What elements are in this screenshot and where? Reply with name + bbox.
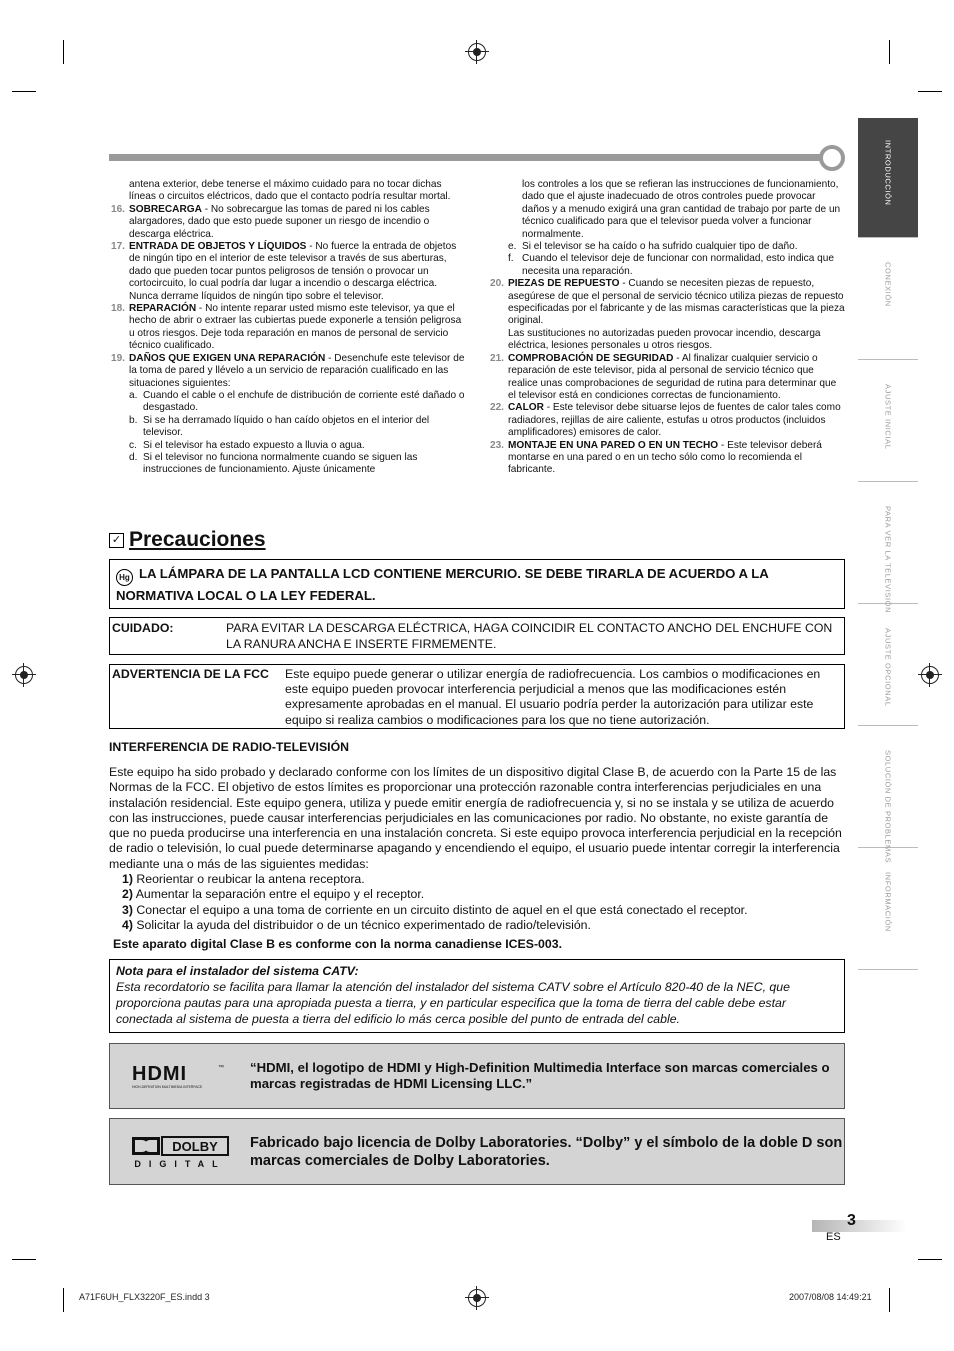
mercury-warning-text: LA LÁMPARA DE LA PANTALLA LCD CONTIENE MERCURIO. SE DEBE TIRARLA DE ACUERDO A LA NORMATIVA LOCAL O LA LEY FEDERAL. <box>116 566 769 603</box>
fcc-text: Este equipo puede generar o utilizar energía de radiofrecuencia. Los cambios o modificaciones en este equipo pueden provocar interferencia perjudicial a menos que las modificaciones estén expresamente aprobadas en el manual. El usuario podría perder la autorización para utilizar este equipo si realiza cambios o modificaciones para los que no tiene autorización. <box>285 667 821 727</box>
list-item <box>488 278 845 328</box>
item-text: - Desenchufe este televisor de la toma de pared y llévelo a un servicio de reparación cualificado en las situaciones siguientes: <box>129 352 465 389</box>
item-text: - Este televisor deberá montarse en una pared o en un techo sólo como lo recomienda el fabricante. <box>508 439 822 476</box>
item-text: - No intente reparar usted mismo este televisor, ya que el hecho de abrir o extraer las cubiertas puede exponerle a tensión peligrosa u otros riesgos. Deje toda reparación en manos de personal de servicio técnico cualificado. <box>129 303 462 352</box>
fcc-label: ADVERTENCIA DE LA FCC <box>112 667 269 681</box>
paragraph: Nunca derrame líquidos de ningún tipo sobre el televisor. <box>129 290 384 302</box>
paragraph: Las sustituciones no autorizadas pueden provocar incendio, descarga eléctrica, lesiones personales u otros riesgos. <box>508 327 821 352</box>
dolby-trademark-box <box>109 1118 845 1185</box>
list-item <box>109 353 466 390</box>
caution-label: CUIDADO: <box>112 621 174 635</box>
item-title: DAÑOS QUE EXIGEN UNA REPARACIÓN <box>129 352 326 364</box>
header-rule-circle <box>819 145 845 171</box>
crop-mark <box>63 1288 64 1312</box>
tab-ajuste-inicial[interactable]: AJUSTE INICIAL <box>858 362 918 482</box>
registration-mark-icon <box>921 666 939 684</box>
canada-compliance-note: Este aparato digital Clase B es conforme con la norma canadiense ICES-003. <box>113 937 562 951</box>
caution-box <box>109 617 845 655</box>
tab-para-ver-la-television[interactable]: PARA VER LA TELEVISIÓN <box>858 484 918 604</box>
crop-mark <box>918 91 942 92</box>
registration-mark-icon <box>468 43 486 61</box>
crop-mark <box>12 91 36 92</box>
svg-text:™: ™ <box>218 1065 224 1071</box>
item-number: 16. <box>110 203 125 215</box>
item-number: 22. <box>489 402 504 414</box>
item-number: 21. <box>489 352 504 364</box>
hdmi-trademark-text: “HDMI, el logotipo de HDMI y High-Definition Multimedia Interface son marcas comerciales o marcas registradas de HDMI Licensing LLC.” <box>250 1060 830 1091</box>
registration-mark-icon <box>15 666 33 684</box>
caution-text: PARA EVITAR LA DESCARGA ELÉCTRICA, HAGA COINCIDIR EL CONTACTO ANCHO DEL ENCHUFE CON LA RANURA ANCHA E INSERTE FIRMEMENTE. <box>226 621 833 651</box>
paragraph: los controles a los que se refieran las instrucciones de funcionamiento, dado que el ajuste inadecuado de otros controles puede provocar daños y a menudo exigirá una gran cantidad de trabajo por parte de un técnico cualificado para que el televisor pueda volver a funcionar normalmente. <box>522 179 841 240</box>
item-number: 20. <box>489 278 504 290</box>
safety-instructions <box>109 179 845 477</box>
catv-note-title: Nota para el instalador del sistema CATV: <box>116 964 359 978</box>
tab-ajuste-opcional[interactable]: AJUSTE OPCIONAL <box>858 606 918 726</box>
list-item <box>109 204 466 241</box>
language-code: ES <box>826 1231 841 1243</box>
crop-mark <box>889 40 890 64</box>
section-tabs <box>858 118 918 972</box>
section-title: Precauciones <box>129 528 266 551</box>
crop-mark <box>12 1259 36 1260</box>
item-text: - No sobrecargue las tomas de pared ni los cables alargadores, dado que esto puede suponer un riesgo de incendio o descarga eléctrica. <box>129 203 430 240</box>
dolby-logo-icon <box>130 1135 230 1169</box>
sub-item: a. Cuando el cable o el enchufe de distribución de corriente esté dañado o desgastado. <box>129 389 465 414</box>
svg-text:HIGH-DEFINITION MULTIMEDIA INT: HIGH-DEFINITION MULTIMEDIA INTERFACE <box>132 1085 203 1089</box>
tab-solucion-de-problemas[interactable]: SOLUCIÓN DE PROBLEMAS <box>858 728 918 848</box>
list-item <box>488 353 845 403</box>
paragraph: antena exterior, debe tenerse el máximo cuidado para no tocar dichas líneas o circuitos eléctricos, dado que el contacto podría resultar mortal. <box>129 179 451 203</box>
item-title: MONTAJE EN UNA PARED O EN UN TECHO <box>508 439 719 451</box>
item-number: 17. <box>110 241 125 253</box>
list-item: 2) Aumentar la separación entre el equipo y el receptor. <box>122 887 425 902</box>
item-title: ENTRADA DE OBJETOS Y LÍQUIDOS <box>129 241 307 253</box>
mercury-warning-box <box>109 559 845 609</box>
list-item: 3) Conectar el equipo a una toma de corriente en un circuito distinto de aquel en el que está conectado el receptor. <box>122 902 748 917</box>
item-title: SOBRECARGA <box>129 203 202 215</box>
list-item <box>109 241 466 291</box>
list-item <box>109 303 466 353</box>
catv-note-box <box>109 959 845 1033</box>
tab-conexion[interactable]: CONEXIÓN <box>858 240 918 360</box>
mercury-icon: Hg <box>116 569 133 586</box>
footer-timestamp: 2007/08/08 14:49:21 <box>789 1292 872 1302</box>
item-number: 19. <box>110 352 125 364</box>
list-item: 1) Reorientar o reubicar la antena receptora. <box>122 872 365 887</box>
fcc-warning-box <box>109 664 845 729</box>
item-title: REPARACIÓN <box>129 303 197 315</box>
svg-text:HDMI: HDMI <box>132 1063 188 1085</box>
item-number: 18. <box>110 303 125 315</box>
item-title: PIEZAS DE REPUESTO <box>508 278 620 290</box>
sub-item: c. Si el televisor ha estado expuesto a lluvia o agua. <box>129 439 365 451</box>
interference-section <box>109 765 845 933</box>
right-column <box>488 179 845 477</box>
item-number: 23. <box>489 439 504 451</box>
hdmi-logo <box>110 1061 250 1091</box>
svg-text:DIGITAL: DIGITAL <box>134 1158 226 1169</box>
item-text: - Al finalizar cualquier servicio o reparación de este televisor, pida al personal de servicio técnico que realice unas comprobaciones de seguridad de rutina para determinar que el televisor está en condiciones correctas de funcionamiento. <box>508 352 837 401</box>
checkbox-icon: ✓ <box>109 533 124 548</box>
catv-note-text: Esta recordatorio se facilita para llamar la atención del instalador del sistema CATV sobre el Artículo 820-40 de la NEC, que proporciona pautas para una apropiada puesta a tierra, y en particular especifica que la toma de tierra del cable debe estar conectada al sistema de puesta a tierra del edificio lo más cerca posible del punto de entrada del cable. <box>116 980 790 1026</box>
header-rule <box>109 154 829 161</box>
svg-text:DOLBY: DOLBY <box>172 1138 218 1154</box>
crop-mark <box>63 40 64 64</box>
item-title: CALOR <box>508 402 544 414</box>
sub-item: e. Si el televisor se ha caído o ha sufrido cualquier tipo de daño. <box>508 241 798 253</box>
interference-title: INTERFERENCIA DE RADIO-TELEVISIÓN <box>109 740 350 754</box>
sub-item: b. Si se ha derramado líquido o han caído objetos en el interior del televisor. <box>129 414 430 439</box>
page-number: 3 <box>847 1212 856 1229</box>
left-column <box>109 179 466 477</box>
footer-filename: A71F6UH_FLX3220F_ES.indd 3 <box>79 1292 210 1302</box>
dolby-logo <box>110 1135 250 1169</box>
crop-mark <box>918 1259 942 1260</box>
item-title: COMPROBACIÓN DE SEGURIDAD <box>508 352 674 364</box>
tab-introduccion[interactable]: INTRODUCCIÓN <box>858 118 918 238</box>
list-item <box>488 402 845 439</box>
list-item: 4) Solicitar la ayuda del distribuidor o de un técnico experimentado de radio/televisión. <box>122 917 591 932</box>
interference-body: Este equipo ha sido probado y declarado conforme con los límites de un dispositivo digital Clase B, de acuerdo con la Parte 15 de las Normas de la FCC. El objetivo de estos límites es proporcionar una protección razonable contra interferencias perjudiciales en una instalación residencial. Este equipo genera, utiliza y puede emitir energía de radiofrecuencia y, si no se instala y se utiliza de acuerdo con las instrucciones, puede causar interferencias perjudiciales en las comunicaciones por radio. No obstante, no existe garantía de que no pueda producirse una interferencia en una instalación concreta. Si este equipo provoca interferencia perjudicial en la recepción de radio o televisión, lo cual puede determinarse apagando y encendiendo el equipo, el usuario puede intentar corregir la interferencia mediante una o más de las siguientes medidas: <box>109 765 842 871</box>
item-text: - Cuando se necesiten piezas de repuesto, asegúrese de que el personal de servicio técnico utiliza piezas de repuesto especificadas por el fabricante y de las mismas características que la pieza original. <box>508 278 845 327</box>
list-item <box>488 440 845 477</box>
tab-informacion[interactable]: INFORMACIÓN <box>858 850 918 970</box>
registration-mark-icon <box>468 1289 486 1307</box>
hdmi-logo-icon <box>130 1061 230 1091</box>
item-text: - Este televisor debe situarse lejos de fuentes de calor tales como radiadores, rejillas de aire caliente, estufas u otros productos (incluidos amplificadores) emisores de calor. <box>508 402 841 439</box>
sub-item: d. Si el televisor no funciona normalmente cuando se siguen las instrucciones de funcionamiento. Ajuste únicamente <box>129 451 418 476</box>
hdmi-trademark-box <box>109 1043 845 1109</box>
crop-mark <box>889 1288 890 1312</box>
item-text: - No fuerce la entrada de objetos de ningún tipo en el interior de este televisor a través de sus aberturas, dado que pueden tocar puntos peligrosos de tensión o provocar un cortocircuito, lo cual podría dar lugar a incendio o descarga eléctrica. <box>129 241 457 290</box>
sub-item: f. Cuando el televisor deje de funcionar con normalidad, esto indica que necesita una reparación. <box>508 253 834 277</box>
section-heading <box>109 528 266 552</box>
dolby-trademark-text: Fabricado bajo licencia de Dolby Laboratories. “Dolby” y el símbolo de la doble D son marcas comerciales de Dolby Laboratories. <box>250 1134 843 1169</box>
